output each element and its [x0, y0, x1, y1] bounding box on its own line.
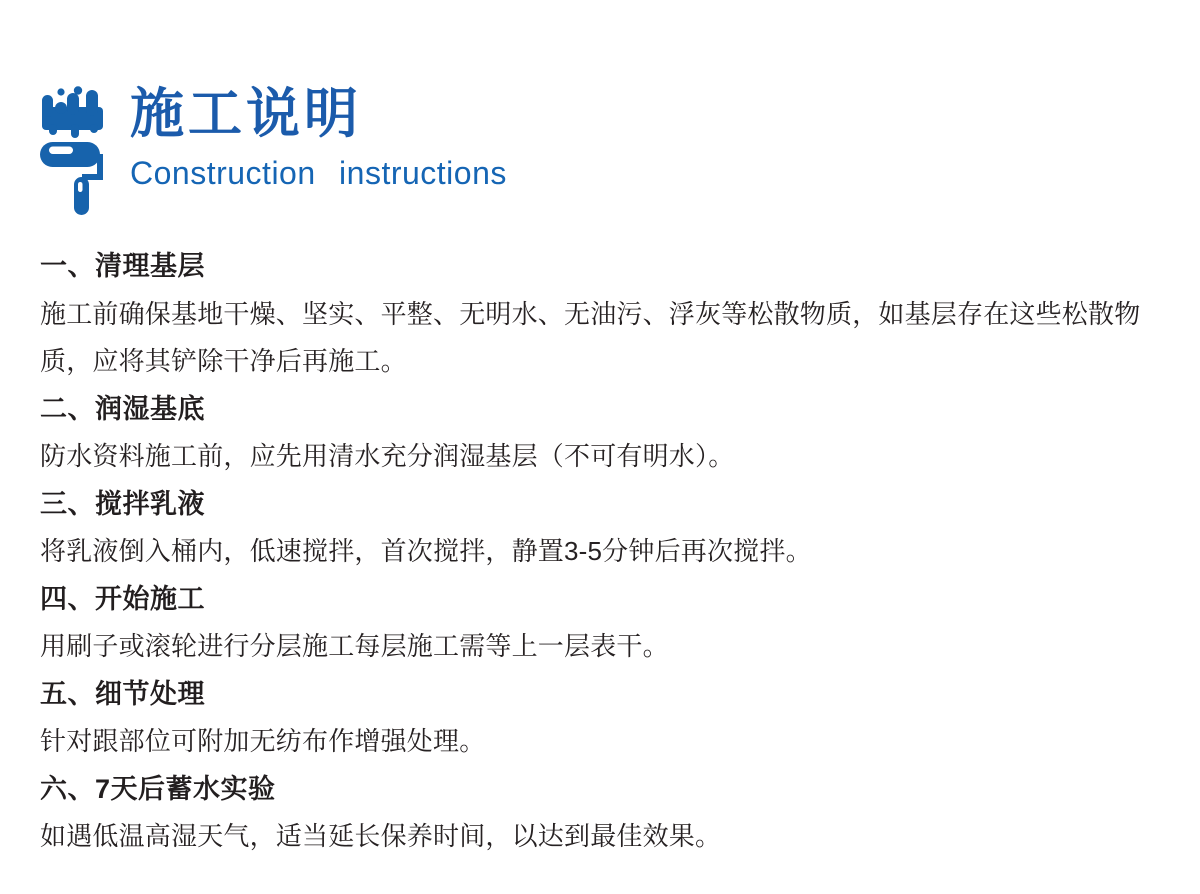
- section-body: 防水资料施工前，应先用清水充分润湿基层（不可有明水）。: [40, 441, 735, 471]
- section-heading: 一、清理基层: [40, 251, 205, 281]
- page-title: 施工说明: [130, 84, 362, 144]
- instruction-section-4: [40, 576, 1150, 671]
- page-subtitle: Construction instructions: [130, 154, 507, 191]
- instruction-section-1: [40, 243, 1150, 386]
- instruction-section-2: [40, 386, 1150, 481]
- instruction-section-6: [40, 766, 1150, 861]
- header: [40, 86, 507, 218]
- instruction-section-3: [40, 481, 1150, 576]
- instruction-section-5: [40, 671, 1150, 766]
- section-body: 用刷子或滚轮进行分层施工每层施工需等上一层表干。: [40, 631, 669, 661]
- header-titles: [130, 86, 507, 192]
- section-body: 针对跟部位可附加无纺布作增强处理。: [40, 726, 486, 756]
- instruction-list: [40, 243, 1150, 861]
- section-body: 施工前确保基地干燥、坚实、平整、无明水、无油污、浮灰等松散物质，如基层存在这些松散物质，应将其铲除干净后再施工。: [40, 298, 1141, 376]
- section-heading: 五、细节处理: [40, 678, 205, 709]
- section-heading: 二、润湿基底: [40, 393, 205, 424]
- section-heading: 四、开始施工: [40, 583, 205, 614]
- section-body: 如遇低温高湿天气，适当延长保养时间，以达到最佳效果。: [40, 821, 722, 851]
- section-heading: 三、搅拌乳液: [40, 488, 205, 519]
- section-heading: 六、7天后蓄水实验: [40, 773, 276, 804]
- paint-roller-icon: [40, 86, 106, 218]
- section-body: 将乳液倒入桶内，低速搅拌，首次搅拌，静置3-5分钟后再次搅拌。: [40, 536, 812, 566]
